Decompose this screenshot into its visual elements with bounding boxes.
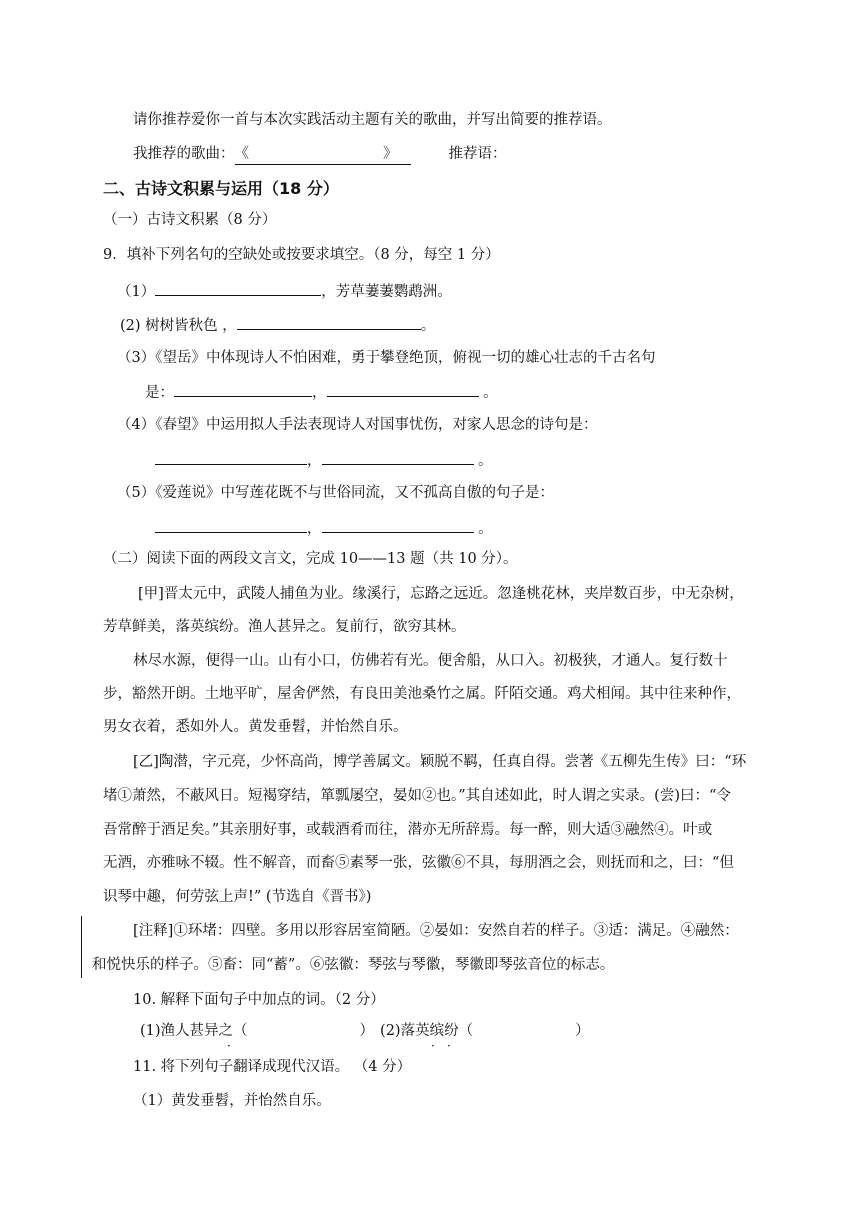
passage-yi-line-4: 无酒，亦雅咏不辍。性不解音，而畜⑤素琴一张，弦徽⑥不具，每朋酒之会，则抚而和之，曰：“但: [103, 855, 734, 871]
q10-2-close: ）: [575, 1023, 590, 1039]
margin-bar: [81, 916, 82, 978]
recommend-prompt: 请你推荐爱你一首与本次实践活动主题有关的歌曲，并写出简要的推荐语。: [133, 112, 612, 128]
song-label: 我推荐的歌曲：: [133, 146, 235, 162]
q9-1-number: （1）: [117, 284, 156, 300]
subsection-reading-heading: （二）阅读下面的两段文言文，完成 10——13 题（共 10 分）。: [103, 551, 518, 567]
notes-line-2: 和悦快乐的样子。⑤畜：同“蓄”。⑥弦徽：琴弦与琴徽，琴徽即琴弦音位的标志。: [92, 957, 615, 973]
song-recommend-line: [133, 144, 507, 165]
passage-jia-line-1: [甲]晋太元中，武陵人捕鱼为业。缘溪行，忘路之远近。忽逢桃花林，夹岸数百步，中无杂树，: [138, 586, 744, 602]
question-11: 11. 将下列句子翻译成现代汉语。 （4 分）: [133, 1059, 412, 1075]
passage-jia-line-3: 林尽水源，便得一山。山有小口，仿佛若有光。便舍船，从口入。初极狭，才通人。复行数十: [133, 653, 728, 669]
emphasis-dot-yi: ·: [227, 1039, 231, 1053]
question-9: 9．填补下列名句的空缺处或按要求填空。（8 分，每空 1 分）: [103, 247, 500, 263]
q9-4-comma: ，: [307, 453, 322, 469]
emphasis-dot-bin: ·: [431, 1039, 435, 1053]
q9-2-period: 。: [420, 318, 436, 334]
q9-3-blank-1[interactable]: [174, 381, 312, 397]
q9-4-blank-2[interactable]: [322, 449, 474, 465]
song-blank[interactable]: [235, 144, 411, 165]
song-close-bracket: 》: [383, 146, 398, 162]
q9-3-label: 是：: [145, 385, 174, 401]
q9-5-blank-1[interactable]: [155, 517, 307, 533]
q9-4-period: 。: [478, 453, 493, 469]
q10-2-text: (2)落英缤纷（: [380, 1023, 474, 1039]
passage-yi-line-3: 吾常醉于酒足矣。”其亲朋好事，或载酒肴而往，潜亦无所辞焉。每一醉，则大适③融然④。叶或: [103, 822, 713, 838]
notes-line-1: [注释]①环堵：四壁。多用以形容居室简陋。②晏如：安然自若的样子。③适：满足。④融然：: [133, 923, 739, 939]
question-10-items: [140, 1021, 590, 1041]
question-9-3: （3）《望岳》中体现诗人不怕困难，勇于攀登绝顶，俯视一切的雄心壮志的千古名句: [117, 350, 656, 366]
passage-yi-line-2: 堵①萧然，不蔽风日。短褐穿结，箪瓢屡空，晏如②也。”其自述如此，时人谓之实录。(尝)曰：“令: [103, 788, 731, 804]
question-9-4: （4）《春望》中运用拟人手法表现诗人对国事忧伤，对家人思念的诗句是：: [117, 417, 598, 433]
question-9-4-answer: [155, 449, 493, 471]
passage-jia-line-5: 男女衣着，悉如外人。黄发垂髫，并怡然自乐。: [103, 719, 408, 735]
q9-1-text: ，芳草萋萋鹦鹉洲。: [321, 284, 452, 300]
question-9-5-answer: [155, 517, 493, 539]
q10-1-text: (1)渔人甚异之（: [140, 1023, 248, 1039]
q9-5-comma: ，: [307, 521, 322, 537]
section-heading: 二、古诗文积累与运用（18 分）: [103, 179, 339, 198]
q9-1-blank[interactable]: [155, 280, 321, 296]
q9-4-blank-1[interactable]: [155, 449, 307, 465]
question-9-1: [117, 280, 452, 302]
question-9-3-answer: [145, 381, 498, 403]
recommend-label: 推荐语：: [448, 146, 507, 162]
question-10: 10. 解释下面句子中加点的词。（2 分）: [133, 992, 385, 1008]
song-open-bracket: 《: [234, 146, 249, 162]
passage-yi-line-5: 识琴中趣，何劳弦上声!” (节选自《晋书》): [103, 889, 372, 905]
subsection-poem-heading: （一）古诗文积累（8 分）: [103, 212, 277, 228]
q10-1-close: ）: [359, 1023, 375, 1039]
question-9-5: （5）《爱莲说》中写莲花既不与世俗同流，又不孤高自傲的句子是：: [117, 485, 554, 501]
q9-3-period: 。: [483, 385, 498, 401]
q9-5-period: 。: [478, 521, 493, 537]
q9-2-text: (2) 树树皆秋色 ，: [120, 318, 237, 334]
emphasis-dot-fen: ·: [447, 1039, 451, 1053]
question-11-1: （1）黄发垂髫，并怡然自乐。: [133, 1093, 331, 1109]
passage-jia-line-4: 步，豁然开朗。土地平旷，屋舍俨然，有良田美池桑竹之属。阡陌交通。鸡犬相闻。其中往来种作，: [103, 686, 741, 702]
q9-3-blank-2[interactable]: [327, 381, 479, 397]
passage-jia-line-2: 芳草鲜美，落英缤纷。渔人甚异之。复前行，欲穷其林。: [103, 619, 466, 635]
q9-3-comma: ，: [312, 385, 327, 401]
q9-2-blank[interactable]: [237, 314, 421, 330]
passage-yi-line-1: [乙]陶潜，字元亮，少怀高尚，博学善属文。颖脱不羁，任真自得。尝著《五柳先生传》曰：“环: [133, 754, 747, 770]
question-9-2: [120, 314, 435, 336]
q9-5-blank-2[interactable]: [322, 517, 474, 533]
